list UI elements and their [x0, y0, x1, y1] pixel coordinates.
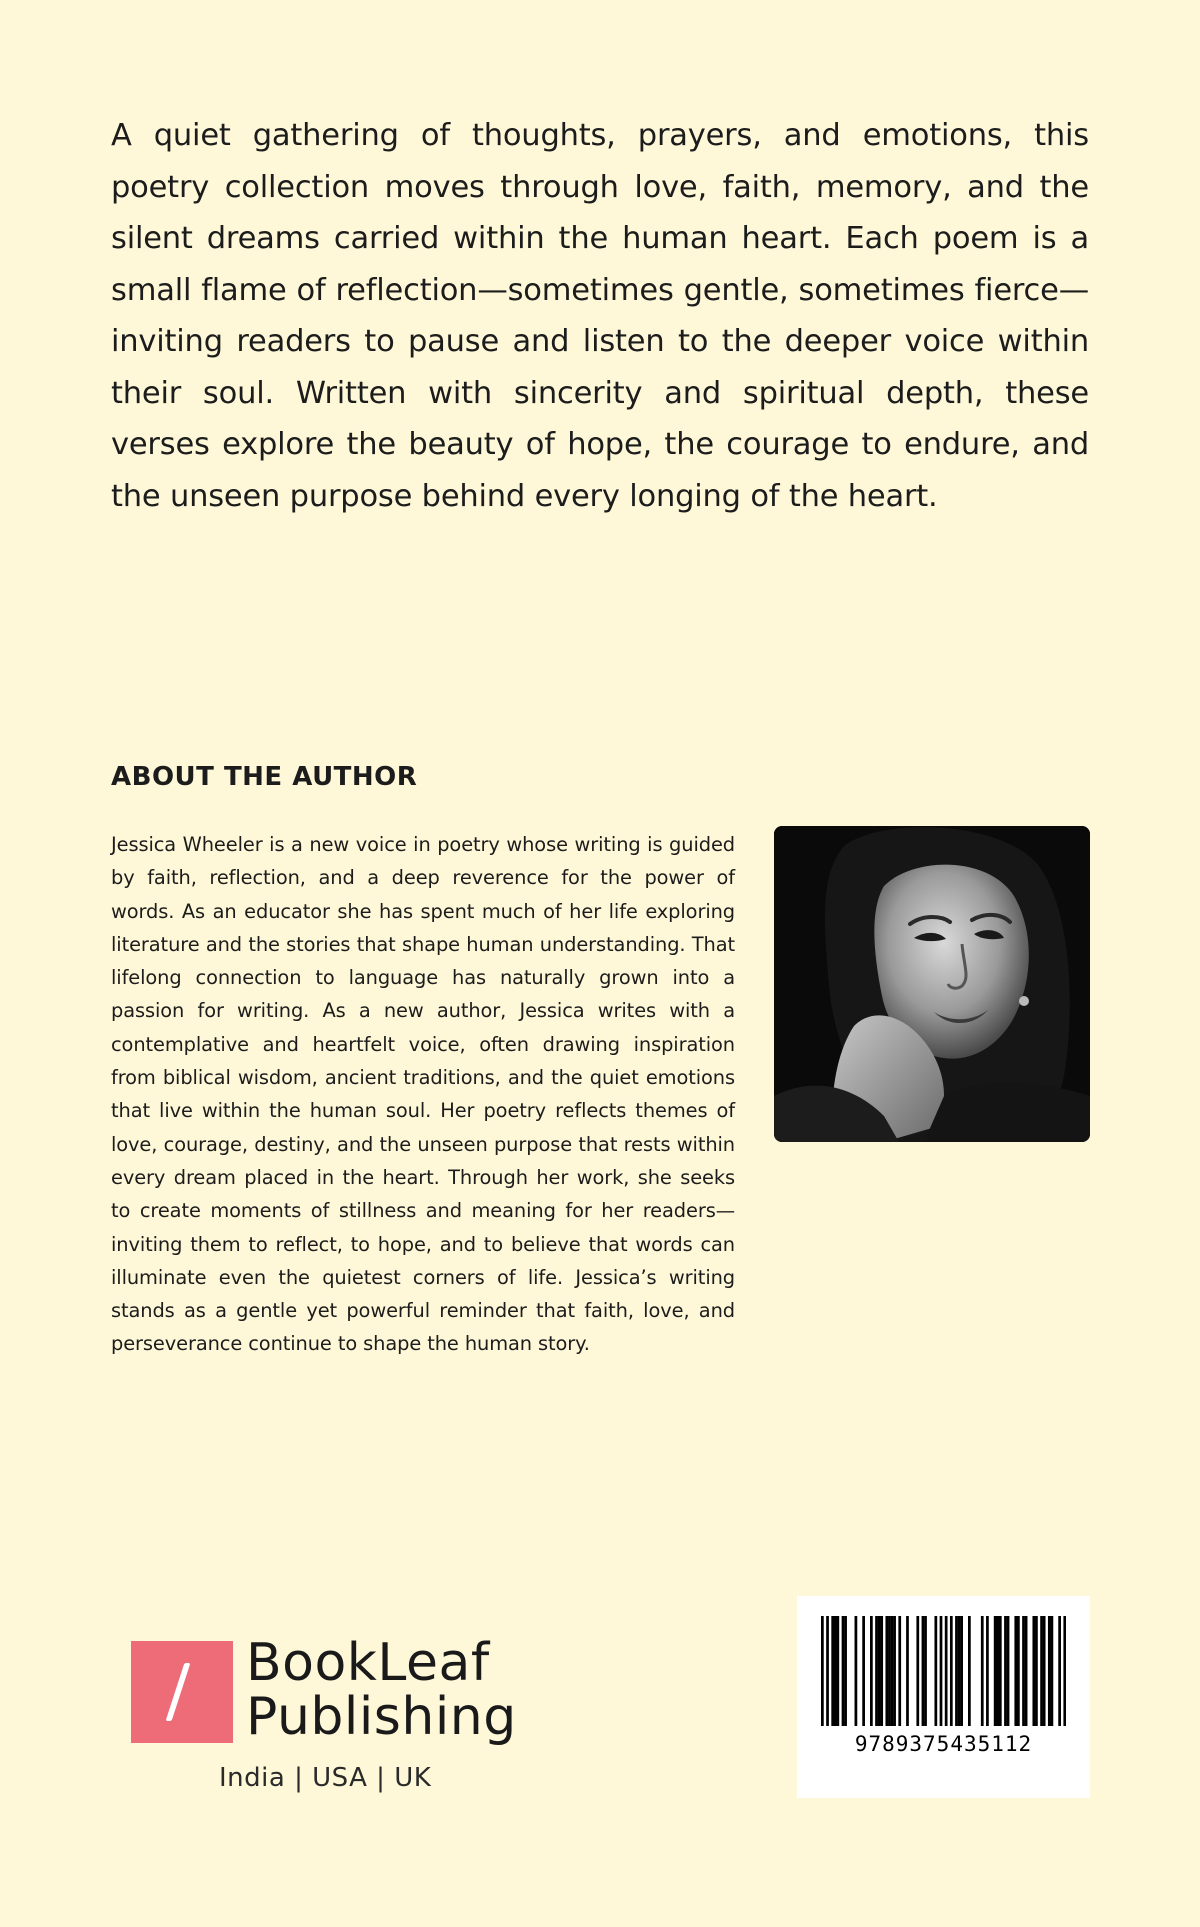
barcode-bars	[821, 1616, 1066, 1726]
barcode-bar	[1035, 1616, 1038, 1726]
barcode-bar	[1022, 1616, 1025, 1726]
isbn-barcode	[797, 1596, 1090, 1798]
author-photo	[774, 826, 1090, 1142]
barcode-bar	[934, 1616, 937, 1726]
barcode-bar	[1040, 1616, 1043, 1726]
barcode-bar	[916, 1616, 919, 1726]
barcode-bar	[955, 1616, 958, 1726]
barcode-bar	[891, 1616, 894, 1726]
book-blurb: A quiet gathering of thoughts, prayers, and emotions, this poetry collection moves through love, faith, memory, and the silent dreams carried within the human heart. Each poem is a small flame of reflection—sometimes gentle, sometimes fierce—inviting readers to pause and listen to the deeper voice within their soul. Written with sincerity and spiritual depth, these verses explore the beauty of hope, the courage to endure, and the unseen purpose behind every longing of the heart.	[111, 118, 1089, 514]
barcode-bar	[878, 1616, 881, 1726]
publisher-name-line2: Publishing	[246, 1687, 517, 1747]
barcode-bar	[1007, 1616, 1010, 1726]
barcode-bar	[940, 1616, 943, 1726]
barcode-bar	[834, 1616, 837, 1726]
barcode-bar	[986, 1616, 989, 1726]
barcode-bar	[958, 1616, 961, 1726]
publisher-regions: India | USA | UK	[219, 1763, 432, 1793]
barcode-bar	[836, 1616, 839, 1726]
barcode-bar	[1051, 1616, 1054, 1726]
barcode-bar	[945, 1616, 948, 1726]
barcode-bar	[875, 1616, 878, 1726]
barcode-bar	[960, 1616, 963, 1726]
barcode-bar	[893, 1616, 896, 1726]
barcode-bar	[996, 1616, 999, 1726]
barcode-bar	[880, 1616, 883, 1726]
barcode-bar	[826, 1616, 829, 1726]
barcode-bar	[1017, 1616, 1020, 1726]
barcode-bar	[842, 1616, 845, 1726]
barcode-bar	[1014, 1616, 1017, 1726]
barcode-bar	[862, 1616, 865, 1726]
barcode-bar	[1063, 1616, 1066, 1726]
barcode-bar	[924, 1616, 927, 1726]
slash-icon	[166, 1663, 191, 1721]
barcode-bar	[1058, 1616, 1061, 1726]
about-author-heading: ABOUT THE AUTHOR	[111, 762, 418, 792]
barcode-bar	[981, 1616, 984, 1726]
barcode-bar	[885, 1616, 888, 1726]
barcode-bar	[906, 1616, 909, 1726]
barcode-bar	[968, 1616, 971, 1726]
publisher-logo	[131, 1633, 531, 1801]
author-bio: Jessica Wheeler is a new voice in poetry whose writing is guided by faith, reflection, and a deep reverence for the power of words. As an educator she has spent much of her life exploring literature and the stories that shape human understanding. That lifelong connection to language has naturally grown into a passion for writing. As a new author, Jessica writes with a contemplative and heartfelt voice, often drawing inspiration from biblical wisdom, ancient traditions, and the quiet emotions that live within the human soul. Her poetry reflects themes of love, courage, destiny, and the unseen purpose that rests within every dream placed in the heart. Through her work, she seeks to create moments of stillness and meaning for her readers—inviting them to reflect, to hope, and to believe that words can illuminate even the quietest corners of life. Jessica’s writing stands as a gentle yet powerful reminder that faith, love, and perseverance continue to shape the human story.	[111, 833, 735, 1356]
barcode-bar	[844, 1616, 847, 1726]
barcode-bar	[898, 1616, 901, 1726]
barcode-bar	[950, 1616, 953, 1726]
publisher-logo-mark	[131, 1641, 233, 1743]
barcode-bar	[999, 1616, 1002, 1726]
barcode-bar	[821, 1616, 824, 1726]
isbn-number: 9789375435112	[854, 1732, 1033, 1756]
barcode-bar	[1004, 1616, 1007, 1726]
barcode-bar	[994, 1616, 997, 1726]
barcode-bar	[855, 1616, 858, 1726]
barcode-bar	[831, 1616, 834, 1726]
barcode-bar	[1025, 1616, 1028, 1726]
barcode-bar	[1048, 1616, 1051, 1726]
barcode-bar	[1043, 1616, 1046, 1726]
barcode-bar	[922, 1616, 925, 1726]
barcode-bar	[870, 1616, 873, 1726]
barcode-bar	[1032, 1616, 1035, 1726]
publisher-name-line1: BookLeaf	[246, 1633, 490, 1693]
barcode-bar	[888, 1616, 891, 1726]
